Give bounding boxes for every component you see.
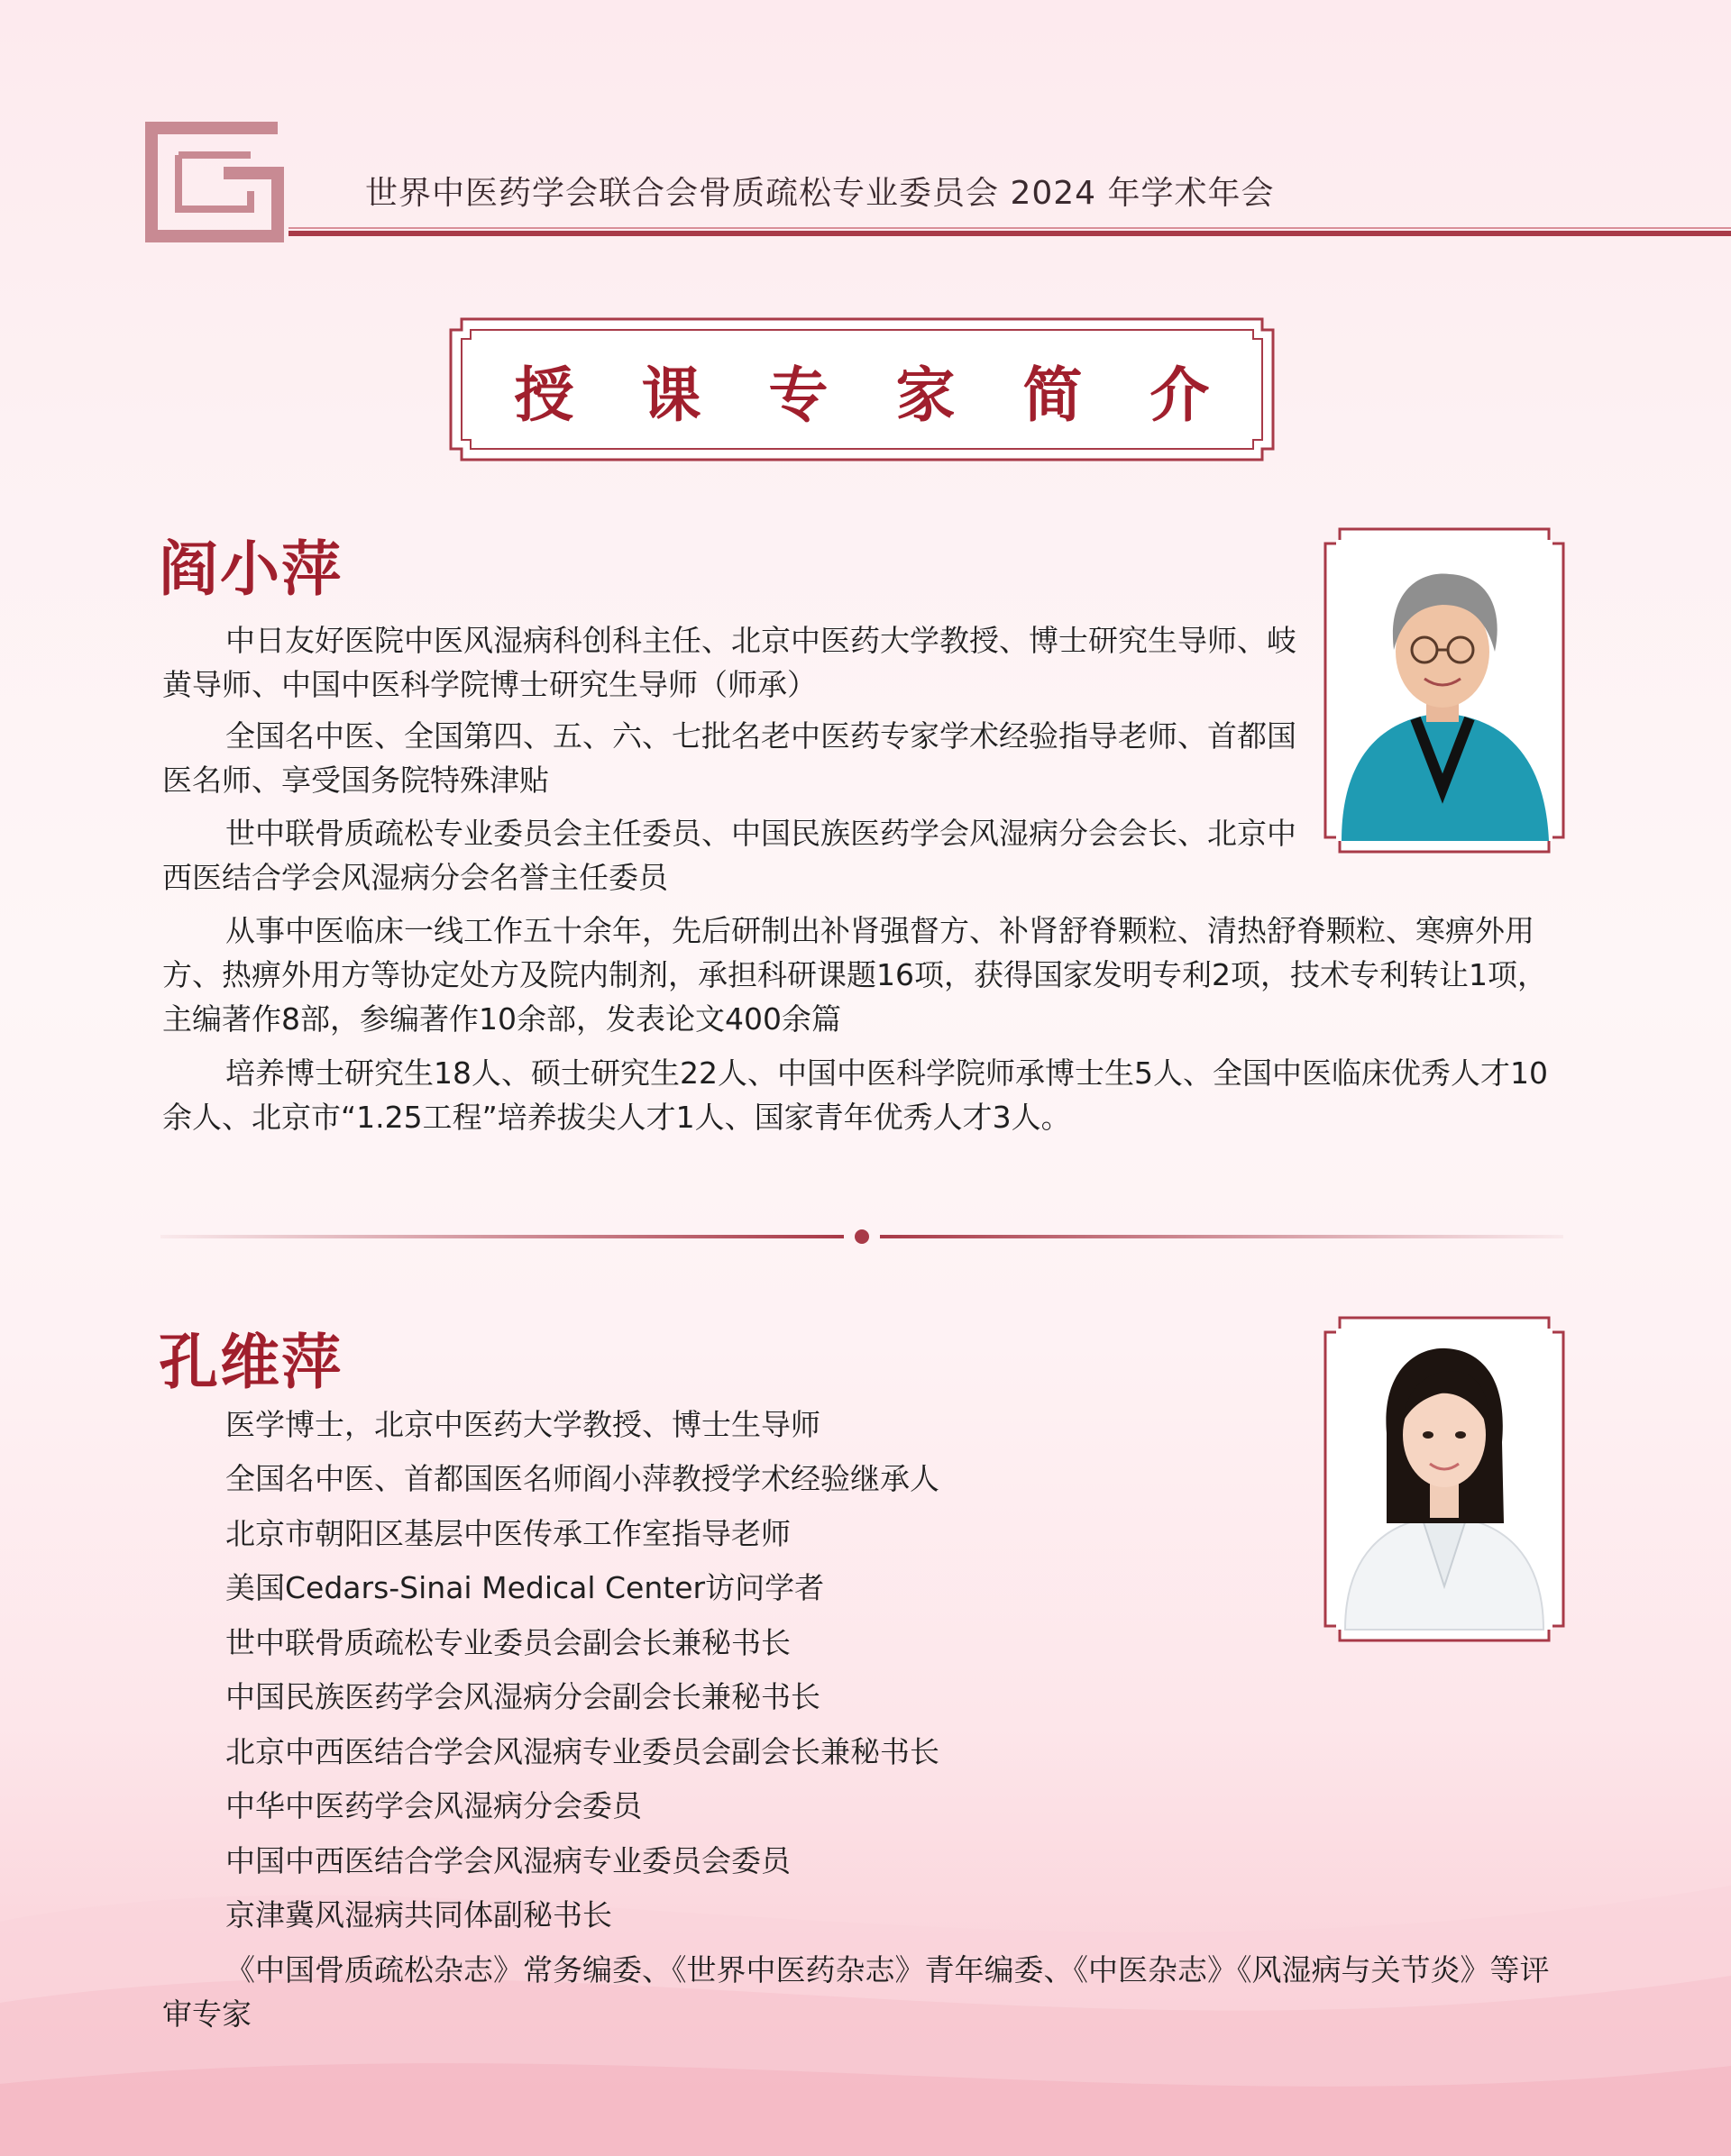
expert-credential-line: 京津冀风湿病共同体副秘书长 xyxy=(225,1897,612,1932)
expert-photo xyxy=(1323,1316,1565,1642)
expert-bio-paragraph: 从事中医临床一线工作五十余年，先后研制出补肾强督方、补肾舒脊颗粒、清热舒脊颗粒、寒痹外用方、热痹外用方等协定处方及院内制剂，承担科研课题16项，获得国家发明专利2项，技术专利转让1项，主编著作8部，参编著作10余部，发表论文400余篇 xyxy=(162,913,1547,1037)
expert-credential-line: 全国名中医、首都国医名师阎小萍教授学术经验继承人 xyxy=(225,1461,939,1496)
section-divider xyxy=(160,1226,1563,1247)
expert-credential-line: 北京市朝阳区基层中医传承工作室指导老师 xyxy=(225,1516,791,1551)
conference-title: 世界中医药学会联合会骨质疏松专业委员会 2024 年学术年会 xyxy=(365,175,1275,212)
header-rule-thin xyxy=(288,227,1731,229)
expert-credential-line: 中国中西医结合学会风湿病专业委员会委员 xyxy=(225,1843,791,1878)
expert-bio-paragraph: 世中联骨质疏松专业委员会主任委员、中国民族医药学会风湿病分会会长、北京中西医结合学会风湿病分会名誉主任委员 xyxy=(162,816,1296,895)
expert-credential-line: 美国Cedars-Sinai Medical Center访问学者 xyxy=(225,1570,825,1605)
expert-photo xyxy=(1323,527,1565,854)
expert-credential-line: 北京中西医结合学会风湿病专业委员会副会长兼秘书长 xyxy=(225,1734,939,1769)
expert-credential-line: 世中联骨质疏松专业委员会副会长兼秘书长 xyxy=(225,1625,791,1660)
expert-credential-line: 中国民族医药学会风湿病分会副会长兼秘书长 xyxy=(225,1679,820,1714)
expert-credential-line: 医学博士，北京中医药大学教授、博士生导师 xyxy=(225,1407,820,1442)
expert-bio-paragraph: 《中国骨质疏松杂志》常务编委、《世界中医药杂志》青年编委、《中医杂志》《风湿病与关节炎》等评审专家 xyxy=(162,1952,1550,2032)
expert-name: 阎小萍 xyxy=(159,534,343,604)
expert-bio-paragraph: 中日友好医院中医风湿病科创科主任、北京中医药大学教授、博士研究生导师、岐黄导师、中国中医科学院博士研究生导师（师承） xyxy=(162,623,1296,702)
header-rule xyxy=(288,231,1731,236)
expert-name: 孔维萍 xyxy=(159,1327,343,1397)
expert-bio-paragraph: 培养博士研究生18人、硕士研究生22人、中国中医科学院师承博士生5人、全国中医临床优秀人才10余人、北京市“1.25工程”培养拔尖人才1人、国家青年优秀人才3人。 xyxy=(162,1055,1548,1135)
header-fret-logo xyxy=(142,119,296,245)
expert-bio-paragraph: 全国名中医、全国第四、五、六、七批名老中医药专家学术经验指导老师、首都国医名师、享受国务院特殊津贴 xyxy=(162,718,1296,798)
expert-credential-line: 中华中医药学会风湿病分会委员 xyxy=(225,1788,642,1823)
section-title: 授 课 专 家 简 介 xyxy=(514,359,1233,430)
